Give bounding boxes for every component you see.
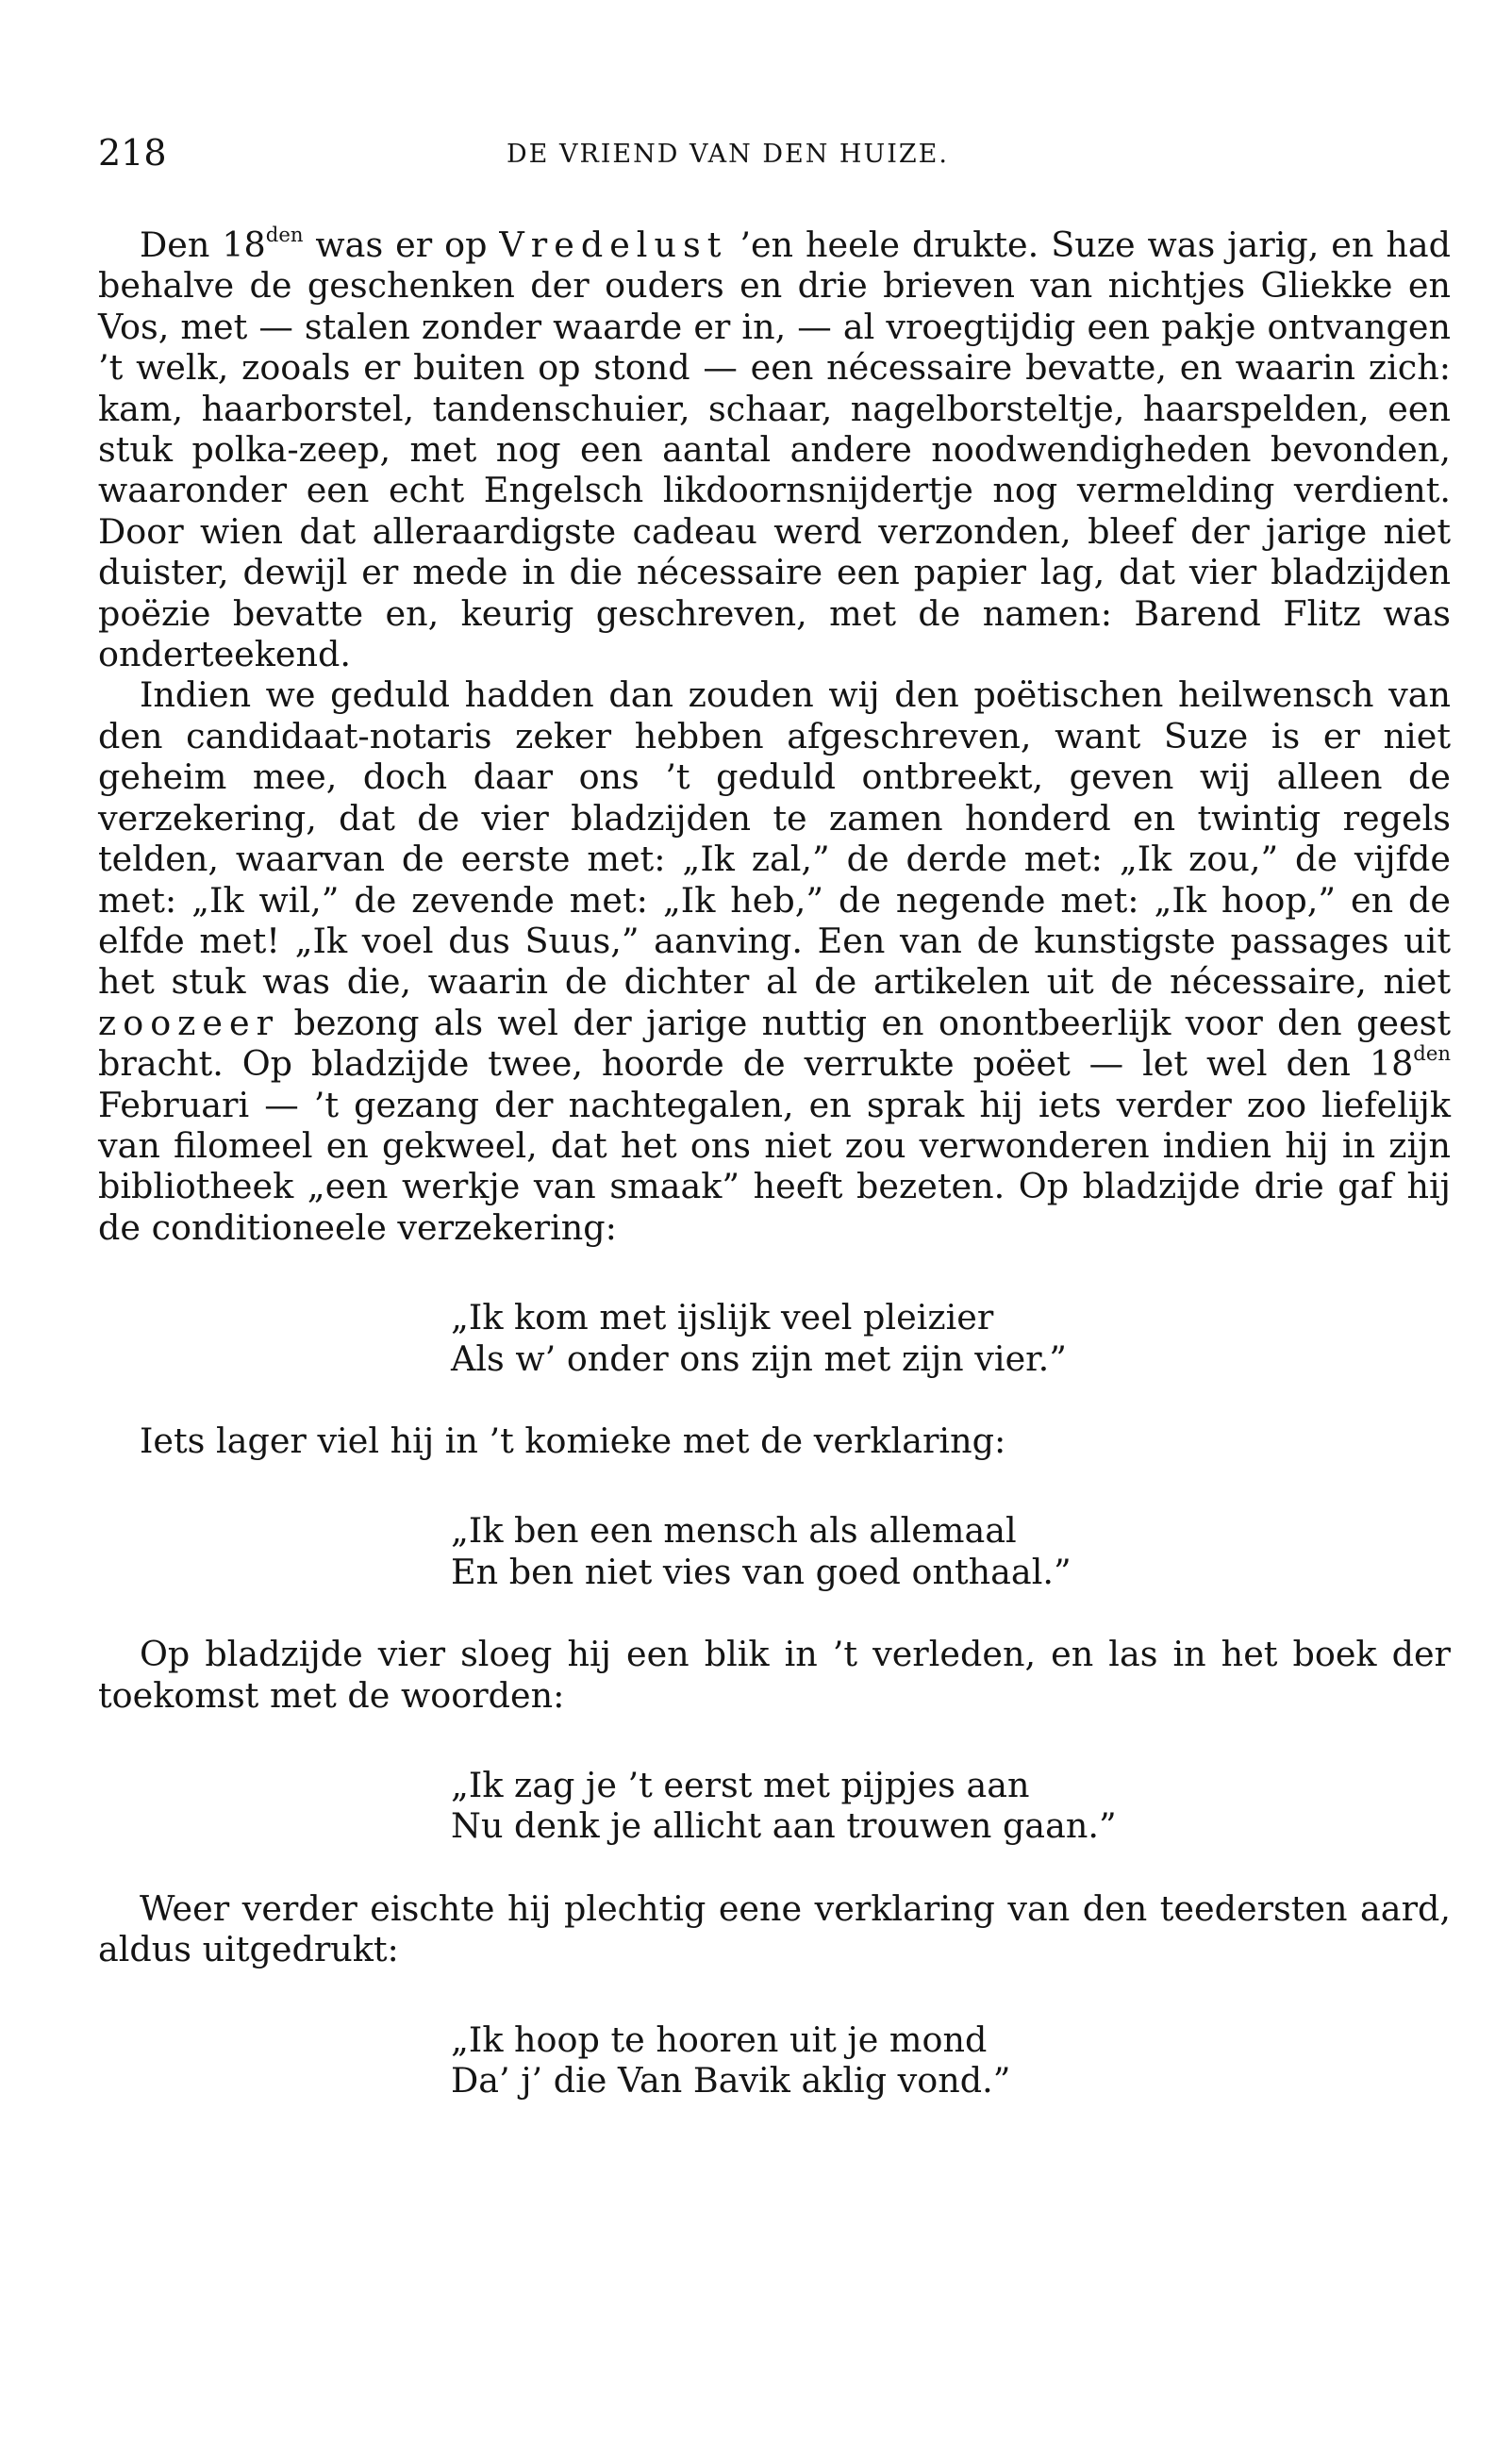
verse-line: En ben niet vies van goed onthaal.” <box>451 1551 1072 1592</box>
paragraph-2-text-c: Februari — ’t gezang der nachtegalen, en sprak hij iets verder zoo liefelijk van filomeel en gekweel, dat het ons niet zou verwonderen indien hij in zijn bibliotheek „een werkje van smaak” heeft bezeten. Op bladzijde drie gaf hij de conditioneele verzekering: <box>98 1084 1451 1248</box>
paragraph-1-text-b: was er op <box>303 224 500 265</box>
emphasized-word: zoozeer <box>98 1002 280 1043</box>
paragraph-5: Weer verder eischte hij plechtig eene verklaring van den teedersten aard, aldus uitgedrukt: <box>98 1887 1451 1970</box>
running-title: DE VRIEND VAN DEN HUIZE. <box>507 140 949 169</box>
verse-line: Da’ j’ die Van Bavik aklig vond.” <box>451 2060 1011 2101</box>
page-number: 218 <box>98 132 167 174</box>
paragraph-1 <box>98 224 1451 674</box>
paragraph-1-text-a: Den 18 <box>140 224 266 265</box>
place-name-vredelust: Vredelust <box>499 224 728 265</box>
verse-line: Als w’ onder ons zijn met zijn vier.” <box>451 1337 1067 1379</box>
verse-line: „Ik hoop te hooren uit je mond <box>451 2018 988 2060</box>
paragraph-2-text-a: Indien we geduld hadden dan zouden wij den poëtischen heilwensch van den candidaat-notaris zeker hebben afgeschreven, want Suze is er niet geheim mee, doch daar ons ’t geduld ontbreekt, geven wij alleen de verzekering, dat de vier bladzijden te zamen honderd en twintig regels telden, waarvan de eerste met: „Ik zal,” de derde met: „Ik zou,” de vijfde met: „Ik wil,” de zevende met: „Ik heb,” de negende met: „Ik hoop,” en de elfde met! „Ik voel dus Suus,” aanving. Een van de kunstigste passages uit het stuk was die, waarin de dichter al de artikelen uit de nécessaire, niet <box>98 674 1451 1003</box>
verse-line: „Ik kom met ijslijk veel pleizier <box>451 1297 994 1338</box>
paragraph-3: Iets lager viel hij in ’t komieke met de verklaring: <box>140 1420 1006 1461</box>
page-header <box>98 128 1456 177</box>
body-text <box>98 224 1451 2142</box>
paragraph-2 <box>98 674 1451 1248</box>
verse-2 <box>98 1510 1451 1592</box>
verse-3 <box>98 1765 1451 1847</box>
paragraph-1-text-c: ’en heele drukte. Suze was jarig, en had behalve de geschenken der ouders en drie brieven van nichtjes Gliekke en Vos, met — stalen zonder waarde er in, — al vroegtijdig een pakje ontvangen ’t welk, zooals er buiten op stond — een nécessaire bevatte, en waarin zich: kam, haarborstel, tandenschuier, schaar, nagelborsteltje, haarspelden, een stuk polka-zeep, met nog een aantal andere noodwendigheden bevonden, waaronder een echt Engelsch likdoornsnijdertje nog vermelding verdient. Door wien dat alleraardigste cadeau werd verzonden, bleef der jarige niet duister, dewijl er mede in die nécessaire een papier lag, dat vier bladzijden poëzie bevatte en, keurig geschreven, met de namen: Barend Flitz was onderteekend. <box>98 224 1451 675</box>
paragraph-2-text-b: bezong als wel der jarige nuttig en onontbeerlijk voor den geest bracht. Op bladzijde twee, hoorde de verrukte poëet — let wel den 18 <box>98 1002 1451 1085</box>
verse-line: Nu denk je allicht aan trouwen gaan.” <box>451 1805 1117 1847</box>
verse-4 <box>98 2019 1451 2101</box>
date-superscript: den <box>265 223 304 247</box>
verse-line: „Ik ben een mensch als allemaal <box>451 1510 1017 1552</box>
verse-1 <box>98 1297 1451 1379</box>
date-superscript: den <box>1413 1041 1451 1066</box>
verse-line: „Ik zag je ’t eerst met pijpjes aan <box>451 1765 1030 1805</box>
paragraph-4: Op bladzijde vier sloeg hij een blik in ’t verleden, en las in het boek der toekomst met de woorden: <box>98 1634 1451 1716</box>
